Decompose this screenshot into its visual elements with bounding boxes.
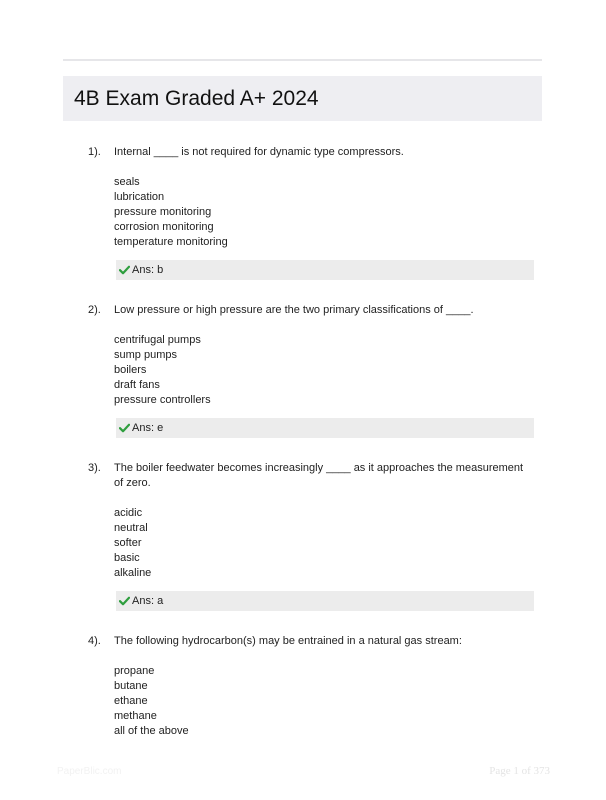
document-title: 4B Exam Graded A+ 2024	[74, 87, 319, 110]
question-text: The following hydrocarbon(s) may be entrained in a natural gas stream:	[114, 635, 462, 647]
option-a: seals	[114, 176, 140, 188]
option-d: corrosion monitoring	[114, 221, 214, 233]
question-text: Internal ____ is not required for dynamic type compressors.	[114, 146, 404, 158]
checkmark-icon	[119, 265, 130, 275]
title-banner	[63, 76, 542, 121]
option-d: draft fans	[114, 379, 160, 391]
question-text: The boiler feedwater becomes increasingly ____ as it approaches the measurement of zero.	[114, 462, 524, 489]
option-c: boilers	[114, 364, 147, 376]
answer-text: Ans: b	[132, 264, 164, 276]
answer-box	[116, 260, 534, 280]
top-divider	[63, 59, 542, 61]
option-e: pressure controllers	[114, 394, 211, 406]
option-c: ethane	[114, 695, 148, 707]
option-c: pressure monitoring	[114, 206, 212, 218]
option-d: basic	[114, 552, 140, 564]
option-e: alkaline	[114, 567, 152, 579]
option-a: centrifugal pumps	[114, 334, 201, 346]
question-number: 1).	[88, 146, 101, 158]
answer-box	[116, 418, 534, 438]
question-number: 4).	[88, 635, 101, 647]
option-d: methane	[114, 710, 157, 722]
option-b: lubrication	[114, 191, 165, 203]
option-a: acidic	[114, 507, 143, 519]
option-list	[114, 175, 228, 250]
question-number: 2).	[88, 304, 101, 316]
option-b: butane	[114, 680, 148, 692]
option-e: temperature monitoring	[114, 236, 228, 248]
answer-text: Ans: a	[132, 595, 164, 607]
question-text: Low pressure or high pressure are the two primary classifications of ____.	[114, 304, 474, 316]
option-b: neutral	[114, 522, 148, 534]
question-number: 3).	[88, 462, 101, 474]
checkmark-icon	[119, 423, 130, 433]
option-c: softer	[114, 537, 142, 549]
option-list	[114, 506, 151, 581]
footer-watermark: PaperBlic.com	[57, 766, 122, 777]
option-a: propane	[114, 665, 155, 677]
checkmark-icon	[119, 596, 130, 606]
page-indicator: Page 1 of 373	[489, 765, 550, 777]
option-list	[114, 333, 211, 408]
option-list	[114, 664, 189, 739]
option-b: sump pumps	[114, 349, 177, 361]
answer-box	[116, 591, 534, 611]
option-e: all of the above	[114, 725, 189, 737]
answer-text: Ans: e	[132, 422, 164, 434]
